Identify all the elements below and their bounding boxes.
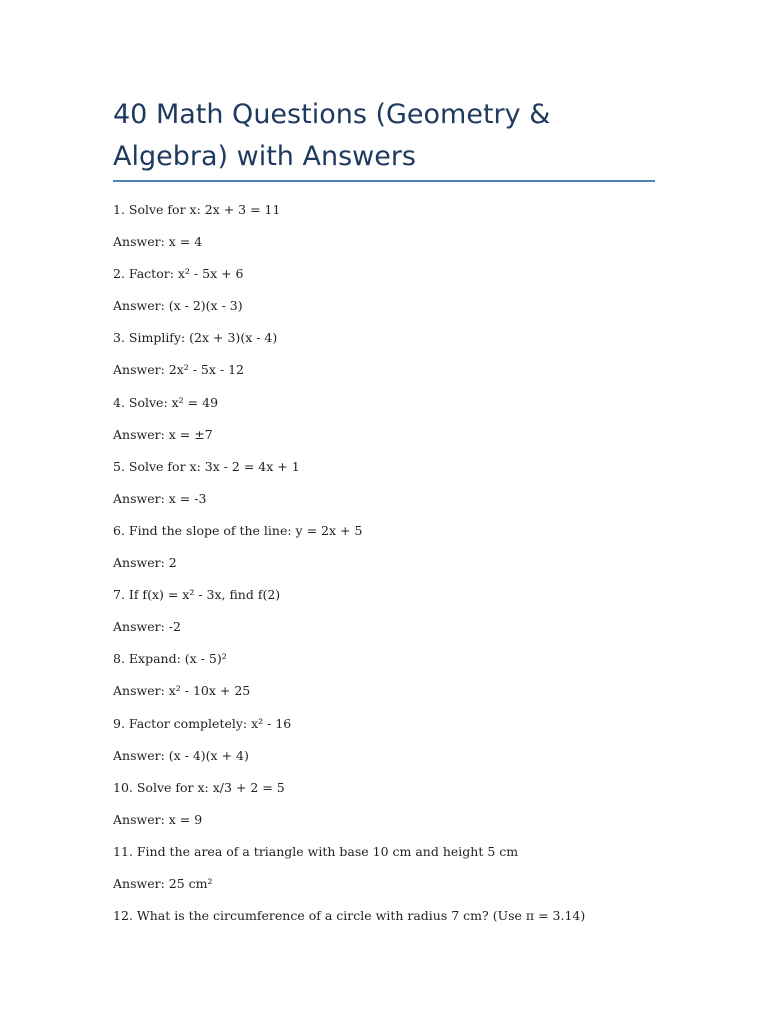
answer-2: Answer: (x - 2)(x - 3): [113, 298, 243, 314]
question-2: 2. Factor: x² - 5x + 6: [113, 266, 244, 282]
answer-7: Answer: -2: [113, 619, 181, 635]
question-10: 10. Solve for x: x/3 + 2 = 5: [113, 779, 285, 795]
question-3: 3. Simplify: (2x + 3)(x - 4): [113, 330, 278, 346]
answer-3: Answer: 2x² - 5x - 12: [113, 362, 245, 378]
question-9: 9. Factor completely: x² - 16: [113, 715, 292, 731]
answer-4: Answer: x = ±7: [113, 426, 213, 442]
question-11: 11. Find the area of a triangle with base 10 cm and height 5 cm: [113, 843, 519, 859]
answer-10: Answer: x = 9: [113, 811, 203, 827]
question-answer-list: [113, 200, 673, 938]
question-12: 12. What is the circumference of a circle with radius 7 cm? (Use π = 3.14): [113, 908, 586, 924]
question-7: 7. If f(x) = x² - 3x, find f(2): [113, 587, 281, 603]
question-8: 8. Expand: (x - 5)²: [113, 651, 227, 667]
answer-6: Answer: 2: [113, 555, 177, 571]
question-1: 1. Solve for x: 2x + 3 = 11: [113, 202, 281, 217]
title-underline: [113, 180, 655, 182]
answer-11: Answer: 25 cm²: [113, 875, 213, 891]
answer-8: Answer: x² - 10x + 25: [113, 683, 251, 699]
answer-5: Answer: x = -3: [113, 490, 207, 506]
question-4: 4. Solve: x² = 49: [113, 394, 219, 410]
question-5: 5. Solve for x: 3x - 2 = 4x + 1: [113, 458, 300, 474]
answer-1: Answer: x = 4: [113, 234, 203, 250]
answer-9: Answer: (x - 4)(x + 4): [113, 747, 249, 763]
question-6: 6. Find the slope of the line: y = 2x + 5: [113, 522, 363, 538]
document-title: 40 Math Questions (Geometry & Algebra) with Answers: [113, 99, 551, 172]
